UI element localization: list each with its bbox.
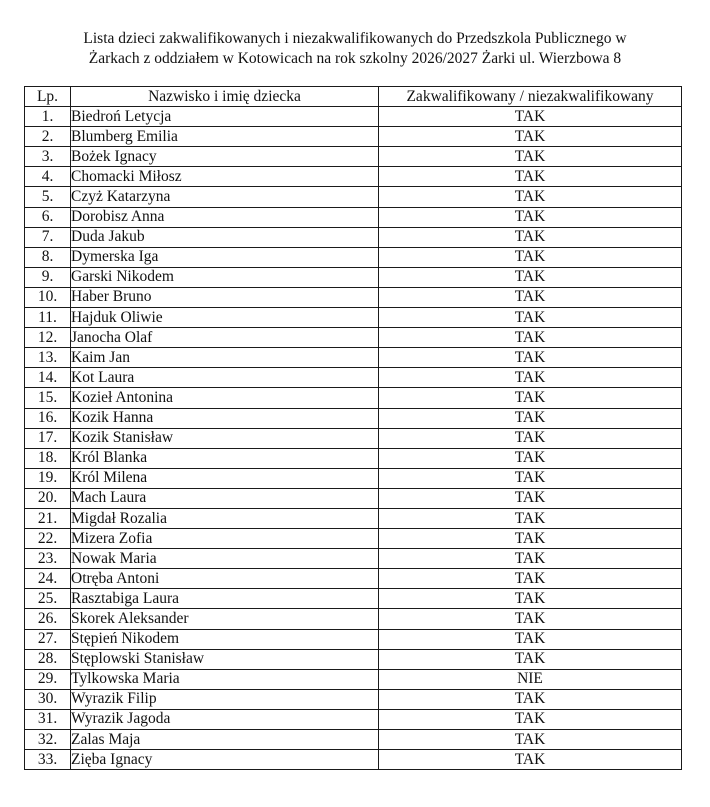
child-name: Rasztabiga Laura <box>71 589 379 609</box>
row-number: 9. <box>25 267 71 287</box>
child-name: Biedroń Letycja <box>71 107 379 127</box>
child-name: Nowak Maria <box>71 549 379 569</box>
row-number: 17. <box>25 428 71 448</box>
row-number: 16. <box>25 408 71 428</box>
table-row <box>25 669 682 689</box>
qualification-status: TAK <box>379 549 682 569</box>
qualification-status: TAK <box>379 127 682 147</box>
table-row <box>25 589 682 609</box>
row-number: 11. <box>25 308 71 328</box>
qualification-status: TAK <box>379 267 682 287</box>
table-row <box>25 368 682 388</box>
row-number: 10. <box>25 287 71 307</box>
child-name: Haber Bruno <box>71 287 379 307</box>
row-number: 3. <box>25 147 71 167</box>
qualification-status: TAK <box>379 569 682 589</box>
qualification-status: TAK <box>379 227 682 247</box>
qualification-table <box>24 86 682 770</box>
child-name: Dymerska Iga <box>71 247 379 267</box>
table-row <box>25 328 682 348</box>
qualification-status: TAK <box>379 187 682 207</box>
child-name: Dorobisz Anna <box>71 207 379 227</box>
row-number: 28. <box>25 649 71 669</box>
child-name: Król Milena <box>71 468 379 488</box>
child-name: Kozieł Antonina <box>71 388 379 408</box>
table-row <box>25 127 682 147</box>
qualification-status: TAK <box>379 488 682 508</box>
table-row <box>25 529 682 549</box>
row-number: 27. <box>25 629 71 649</box>
row-number: 7. <box>25 227 71 247</box>
child-name: Stępień Nikodem <box>71 629 379 649</box>
child-name: Czyż Katarzyna <box>71 187 379 207</box>
qualification-status: TAK <box>379 107 682 127</box>
child-name: Chomacki Miłosz <box>71 167 379 187</box>
child-name: Mizera Zofia <box>71 529 379 549</box>
table-row <box>25 730 682 750</box>
child-name: Król Blanka <box>71 448 379 468</box>
table-row <box>25 569 682 589</box>
child-name: Wyrazik Filip <box>71 689 379 709</box>
table-row <box>25 488 682 508</box>
qualification-status: TAK <box>379 508 682 528</box>
child-name: Janocha Olaf <box>71 328 379 348</box>
row-number: 23. <box>25 549 71 569</box>
qualification-status: TAK <box>379 368 682 388</box>
header-status: Zakwalifikowany / niezakwalifikowany <box>379 87 682 107</box>
row-number: 5. <box>25 187 71 207</box>
child-name: Bożek Ignacy <box>71 147 379 167</box>
table-row <box>25 147 682 167</box>
qualification-status: TAK <box>379 589 682 609</box>
document-title <box>0 29 710 69</box>
child-name: Kot Laura <box>71 368 379 388</box>
qualification-status: TAK <box>379 750 682 770</box>
table-row <box>25 187 682 207</box>
child-name: Blumberg Emilia <box>71 127 379 147</box>
qualification-status: TAK <box>379 167 682 187</box>
qualification-status: TAK <box>379 247 682 267</box>
row-number: 19. <box>25 468 71 488</box>
table-row <box>25 287 682 307</box>
row-number: 24. <box>25 569 71 589</box>
child-name: Kaim Jan <box>71 348 379 368</box>
table-row <box>25 247 682 267</box>
child-name: Garski Nikodem <box>71 267 379 287</box>
child-name: Kozik Stanisław <box>71 428 379 448</box>
row-number: 21. <box>25 508 71 528</box>
row-number: 22. <box>25 529 71 549</box>
row-number: 25. <box>25 589 71 609</box>
row-number: 1. <box>25 107 71 127</box>
qualification-status: TAK <box>379 629 682 649</box>
row-number: 29. <box>25 669 71 689</box>
row-number: 20. <box>25 488 71 508</box>
child-name: Kozik Hanna <box>71 408 379 428</box>
table-row <box>25 428 682 448</box>
table-row <box>25 207 682 227</box>
table-row <box>25 508 682 528</box>
table-row <box>25 709 682 729</box>
table-row <box>25 549 682 569</box>
qualification-status: TAK <box>379 709 682 729</box>
qualification-status: TAK <box>379 689 682 709</box>
table-row <box>25 267 682 287</box>
table-row <box>25 629 682 649</box>
row-number: 14. <box>25 368 71 388</box>
row-number: 2. <box>25 127 71 147</box>
child-name: Wyrazik Jagoda <box>71 709 379 729</box>
row-number: 4. <box>25 167 71 187</box>
child-name: Skorek Aleksander <box>71 609 379 629</box>
table-header-row <box>25 87 682 107</box>
table-row <box>25 609 682 629</box>
qualification-status: TAK <box>379 207 682 227</box>
table-row <box>25 689 682 709</box>
qualification-status: TAK <box>379 348 682 368</box>
qualification-status: TAK <box>379 448 682 468</box>
title-line-1: Lista dzieci zakwalifikowanych i niezakwalifikowanych do Przedszkola Publicznego w <box>83 30 627 47</box>
table-row <box>25 227 682 247</box>
row-number: 30. <box>25 689 71 709</box>
row-number: 18. <box>25 448 71 468</box>
qualification-status: TAK <box>379 408 682 428</box>
table-row <box>25 308 682 328</box>
qualification-status: TAK <box>379 529 682 549</box>
child-name: Hajduk Oliwie <box>71 308 379 328</box>
table-row <box>25 468 682 488</box>
qualification-status: TAK <box>379 147 682 167</box>
qualification-status: TAK <box>379 428 682 448</box>
table-row <box>25 408 682 428</box>
table-row <box>25 348 682 368</box>
table-row <box>25 448 682 468</box>
row-number: 13. <box>25 348 71 368</box>
child-name: Migdał Rozalia <box>71 508 379 528</box>
row-number: 32. <box>25 730 71 750</box>
table-row <box>25 750 682 770</box>
qualification-status: TAK <box>379 328 682 348</box>
qualification-status: NIE <box>379 669 682 689</box>
row-number: 31. <box>25 709 71 729</box>
child-name: Tylkowska Maria <box>71 669 379 689</box>
header-lp: Lp. <box>25 87 71 107</box>
table-row <box>25 388 682 408</box>
table-row <box>25 107 682 127</box>
row-number: 12. <box>25 328 71 348</box>
qualification-status: TAK <box>379 287 682 307</box>
qualification-status: TAK <box>379 308 682 328</box>
child-name: Zalas Maja <box>71 730 379 750</box>
qualification-status: TAK <box>379 609 682 629</box>
child-name: Zięba Ignacy <box>71 750 379 770</box>
qualification-status: TAK <box>379 468 682 488</box>
row-number: 15. <box>25 388 71 408</box>
table-row <box>25 167 682 187</box>
qualification-status: TAK <box>379 388 682 408</box>
title-line-2: Żarkach z oddziałem w Kotowicach na rok szkolny 2026/2027 Żarki ul. Wierzbowa 8 <box>88 50 622 67</box>
header-name: Nazwisko i imię dziecka <box>71 87 379 107</box>
child-name: Mach Laura <box>71 488 379 508</box>
qualification-status: TAK <box>379 730 682 750</box>
row-number: 6. <box>25 207 71 227</box>
row-number: 8. <box>25 247 71 267</box>
child-name: Duda Jakub <box>71 227 379 247</box>
row-number: 26. <box>25 609 71 629</box>
table-body <box>25 107 682 770</box>
child-name: Otręba Antoni <box>71 569 379 589</box>
qualification-status: TAK <box>379 649 682 669</box>
child-name: Stęplowski Stanisław <box>71 649 379 669</box>
table-row <box>25 649 682 669</box>
row-number: 33. <box>25 750 71 770</box>
